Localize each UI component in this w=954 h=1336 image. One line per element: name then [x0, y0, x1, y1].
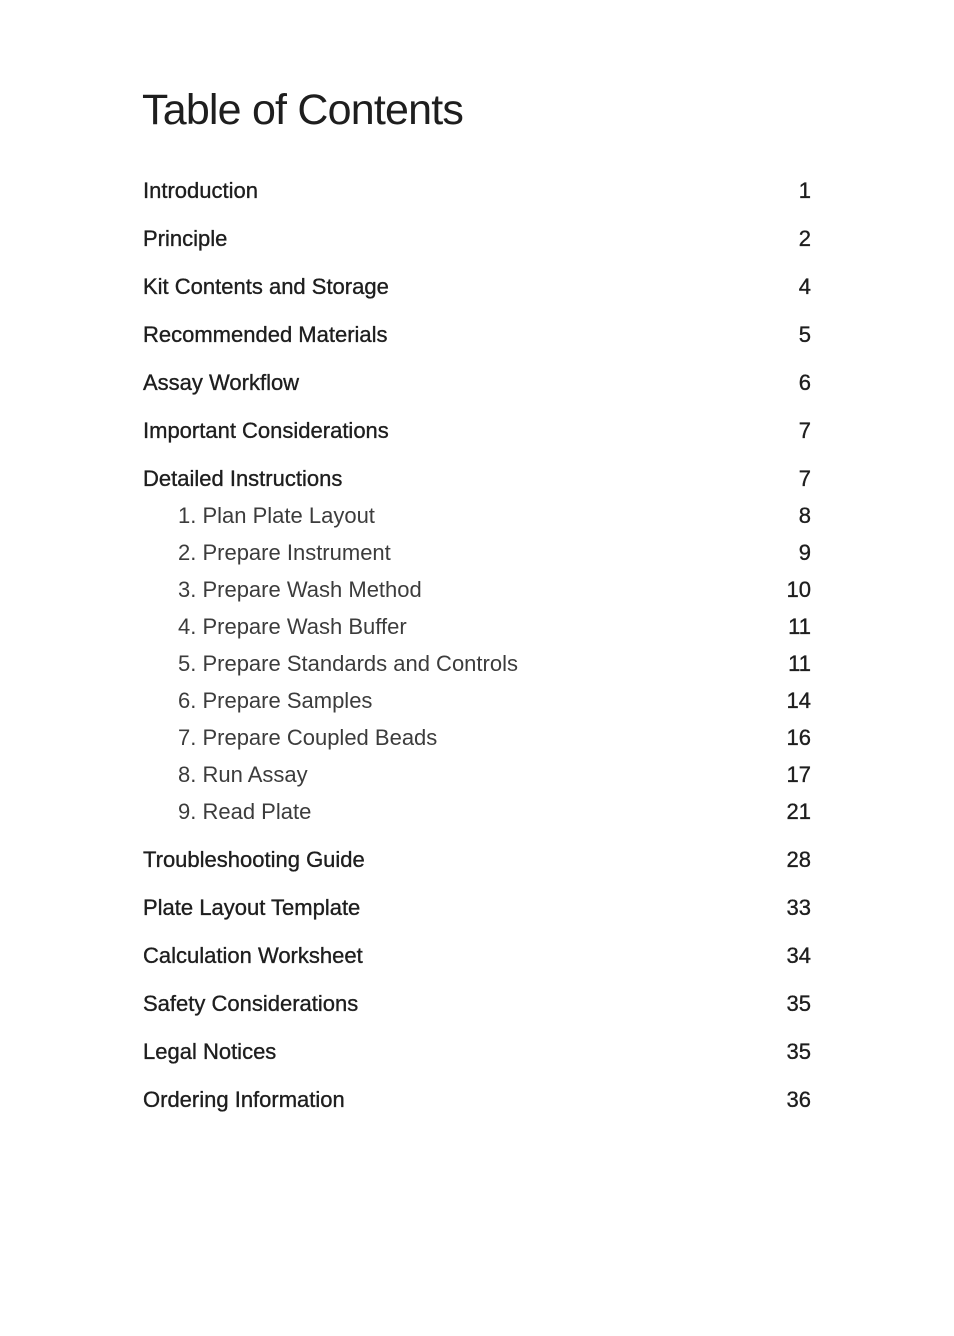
toc-entry-page: 34 [786, 943, 811, 968]
toc-entry[interactable] [143, 1033, 811, 1070]
toc-subentry-page: 11 [788, 614, 811, 639]
toc-subentry[interactable] [143, 682, 811, 719]
toc-list [143, 172, 811, 1118]
toc-subentry-page: 11 [788, 651, 811, 676]
toc-entry-page: 35 [786, 991, 811, 1016]
toc-subentry[interactable] [143, 719, 811, 756]
toc-entry-page: 1 [798, 178, 811, 203]
toc-entry-label: Kit Contents and Storage [143, 274, 389, 299]
toc-subentry[interactable] [143, 793, 811, 830]
toc-entry-label: Troubleshooting Guide [143, 847, 365, 872]
toc-entry[interactable] [143, 172, 811, 209]
toc-entry-page: 7 [798, 418, 811, 443]
toc-subentry-label: 4. Prepare Wash Buffer [178, 614, 407, 639]
toc-entry-label: Detailed Instructions [143, 466, 343, 491]
toc-subentry-label: 6. Prepare Samples [178, 688, 373, 713]
toc-subentry[interactable] [143, 645, 811, 682]
toc-entry-label: Assay Workflow [143, 370, 300, 395]
toc-subentry-page: 9 [798, 540, 811, 565]
toc-subentry[interactable] [143, 571, 811, 608]
toc-subentry-label: 8. Run Assay [178, 762, 308, 787]
toc-entry-label: Recommended Materials [143, 322, 388, 347]
toc-entry[interactable] [143, 985, 811, 1022]
toc-entry-label: Legal Notices [143, 1039, 277, 1064]
toc-entry[interactable] [143, 889, 811, 926]
toc-entry-page: 4 [798, 274, 811, 299]
toc-entry[interactable] [143, 841, 811, 878]
toc-subentry-label: 7. Prepare Coupled Beads [178, 725, 438, 750]
toc-entry[interactable] [143, 364, 811, 401]
toc-entry-label: Principle [143, 226, 228, 251]
toc-entry[interactable] [143, 412, 811, 449]
toc-entry[interactable] [143, 316, 811, 353]
toc-subentry-page: 17 [786, 762, 811, 787]
toc-subentry-label: 3. Prepare Wash Method [178, 577, 422, 602]
toc-subentry[interactable] [143, 534, 811, 571]
toc-subentry-page: 21 [786, 799, 811, 824]
toc-entry-label: Plate Layout Template [143, 895, 361, 920]
toc-entry-page: 36 [786, 1087, 811, 1112]
toc-entry-page: 2 [798, 226, 811, 251]
toc-subentry-page: 10 [786, 577, 811, 602]
toc-subentry-label: 5. Prepare Standards and Controls [178, 651, 518, 676]
toc-subentry[interactable] [143, 756, 811, 793]
toc-subentry-label: 9. Read Plate [178, 799, 312, 824]
toc-entry-label: Safety Considerations [143, 991, 359, 1016]
toc-subentry-page: 16 [786, 725, 811, 750]
toc-entry-label: Important Considerations [143, 418, 389, 443]
toc-entry-label: Introduction [143, 178, 258, 203]
toc-entry-page: 5 [798, 322, 811, 347]
toc-subentry-page: 14 [786, 688, 811, 713]
toc-entry-label: Ordering Information [143, 1087, 345, 1112]
toc-subentry[interactable] [143, 497, 811, 534]
toc-subentry-label: 2. Prepare Instrument [178, 540, 391, 565]
toc-entry-page: 35 [786, 1039, 811, 1064]
toc-entry[interactable] [143, 460, 811, 497]
toc-entry-page: 28 [786, 847, 811, 872]
toc-entry-page: 7 [798, 466, 811, 491]
page-title: Table of Contents [142, 86, 464, 134]
toc-subentry[interactable] [143, 608, 811, 645]
toc-entry-label: Calculation Worksheet [143, 943, 363, 968]
toc-entry-page: 33 [786, 895, 811, 920]
toc-subentry-page: 8 [798, 503, 811, 528]
toc-entry-page: 6 [798, 370, 811, 395]
toc-entry[interactable] [143, 220, 811, 257]
toc-subentry-label: 1. Plan Plate Layout [178, 503, 375, 528]
toc-entry[interactable] [143, 1081, 811, 1118]
toc-entry[interactable] [143, 268, 811, 305]
toc-entry[interactable] [143, 937, 811, 974]
